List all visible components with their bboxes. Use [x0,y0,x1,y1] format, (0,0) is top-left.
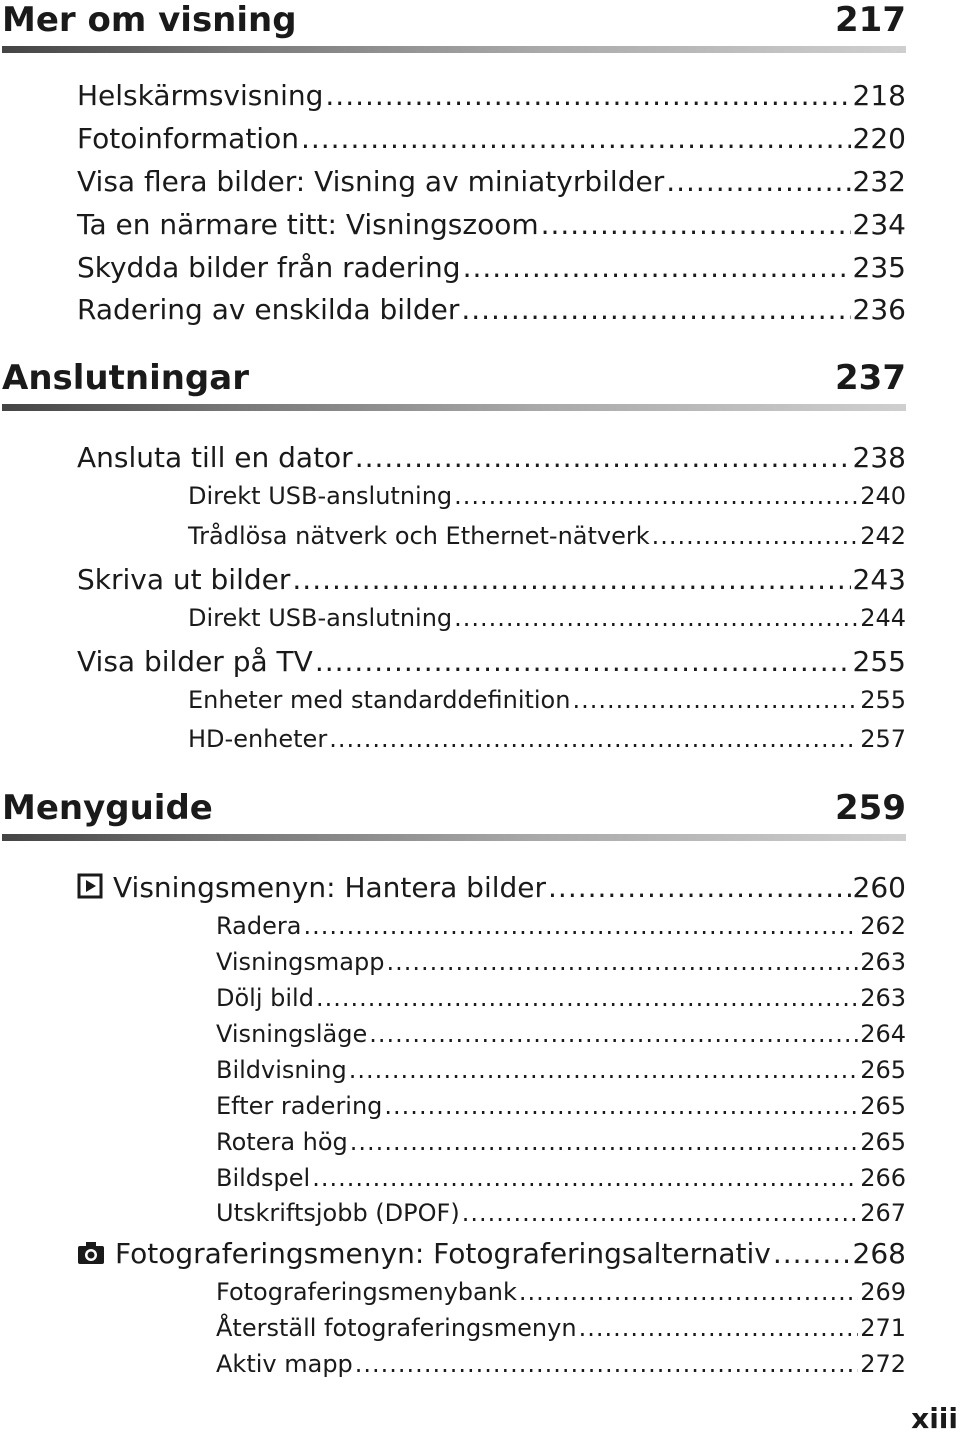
entry-page: 255 [860,686,906,714]
dot-leader [462,1196,859,1230]
dot-leader [329,721,858,757]
chapter-title: Anslutningar [2,358,249,398]
toc-subentry[interactable] [188,721,906,757]
entry-title: Fotograferingsmenybank [216,1278,517,1306]
dot-leader [666,162,850,202]
entry-page: 220 [852,122,906,155]
entry-page: 238 [852,441,906,474]
entry-title: Ansluta till en dator [77,441,353,474]
entry-page: 263 [860,984,906,1012]
chapter-page: 259 [835,788,906,828]
toc-subentry[interactable] [216,1347,906,1381]
dot-leader [652,518,859,554]
dot-leader [355,1347,858,1381]
toc-subentry[interactable] [216,1311,906,1345]
entry-title: Radering av enskilda bilder [77,293,460,326]
toc-subentry[interactable] [188,682,906,718]
entry-title: Återställ fotograferingsmenyn [216,1314,577,1342]
entry-title: Trådlösa nätverk och Ethernet-nätverk [188,522,650,550]
entry-title: Efter radering [216,1092,383,1120]
entry-title: Utskriftsjobb (DPOF) [216,1199,460,1227]
dot-leader [292,560,850,600]
toc-subentry[interactable] [216,1125,906,1159]
toc-entry[interactable] [77,868,906,908]
toc-subentry[interactable] [216,1017,906,1051]
dot-leader [773,1234,851,1274]
entry-page: 267 [860,1199,906,1227]
entry-page: 235 [852,251,906,284]
chapter-rule [2,404,906,411]
entry-page: 264 [860,1020,906,1048]
dot-leader [325,76,850,116]
dot-leader [301,119,851,159]
entry-page: 265 [860,1092,906,1120]
dot-leader [548,868,851,908]
chapter-heading [2,788,906,841]
entry-title: Helskärmsvisning [77,79,324,112]
entry-page: 240 [860,482,906,510]
toc-subentry[interactable] [216,981,906,1015]
dot-leader [369,1017,858,1051]
entry-page: 218 [852,79,906,112]
toc-entry[interactable] [77,560,906,600]
entry-page: 255 [852,645,906,678]
toc-subentry[interactable] [216,1275,906,1309]
dot-leader [454,478,858,514]
dot-leader [541,205,851,245]
toc-entry[interactable] [77,290,906,330]
entry-page: 244 [860,604,906,632]
dot-leader [579,1311,859,1345]
entry-title: Visa bilder på TV [77,645,313,678]
dot-leader [316,981,858,1015]
entry-title: Visningsmenyn: Hantera bilder [113,871,547,904]
camera-icon [77,1236,105,1276]
toc-entry[interactable] [77,162,906,202]
toc-entry[interactable] [77,119,906,159]
entry-page: 271 [860,1314,906,1342]
toc-subentry[interactable] [216,1196,906,1230]
dot-leader [572,682,858,718]
toc-subentry[interactable] [188,518,906,554]
dot-leader [386,945,858,979]
chapter-page: 237 [835,358,906,398]
entry-title: Skydda bilder från radering [77,251,461,284]
entry-title: Visningsmapp [216,948,385,976]
entry-page: 269 [860,1278,906,1306]
entry-title: Direkt USB-anslutning [188,604,453,632]
toc-subentry[interactable] [216,945,906,979]
toc-subentry[interactable] [216,909,906,943]
chapter-rule [2,834,906,841]
entry-title: Bildvisning [216,1056,347,1084]
toc-subentry[interactable] [216,1053,906,1087]
entry-title: Dölj bild [216,984,314,1012]
entry-page: 265 [860,1128,906,1156]
toc-subentry[interactable] [188,478,906,514]
entry-title: Bildspel [216,1164,311,1192]
entry-title: HD-enheter [188,725,328,753]
toc-entry[interactable] [77,642,906,682]
dot-leader [312,1161,858,1195]
entry-title: Fotograferingsmenyn: Fotograferingsalternativ [115,1237,771,1270]
dot-leader [384,1089,858,1123]
entry-page: 232 [852,165,906,198]
entry-page: 262 [860,912,906,940]
entry-page: 265 [860,1056,906,1084]
toc-entry[interactable] [77,76,906,116]
entry-page: 234 [852,208,906,241]
playback-icon [77,870,103,910]
dot-leader [463,248,851,288]
dot-leader [315,642,851,682]
toc-entry[interactable] [77,438,906,478]
chapter-heading [2,358,906,411]
entry-title: Rotera hög [216,1128,348,1156]
entry-page: 242 [860,522,906,550]
toc-entry[interactable] [77,248,906,288]
entry-title: Ta en närmare titt: Visningszoom [77,208,539,241]
chapter-heading [2,0,906,53]
entry-page: 272 [860,1350,906,1378]
dot-leader [519,1275,858,1309]
entry-title: Fotoinformation [77,122,299,155]
dot-leader [355,438,851,478]
entry-title: Radera [216,912,302,940]
chapter-page: 217 [835,0,906,40]
entry-page: 243 [852,563,906,596]
entry-page: 236 [852,293,906,326]
entry-title: Enheter med standarddefinition [188,686,571,714]
entry-page: 266 [860,1164,906,1192]
entry-page: 263 [860,948,906,976]
chapter-title: Mer om visning [2,0,297,40]
dot-leader [303,909,858,943]
toc-entry[interactable] [77,1234,906,1274]
toc-subentry[interactable] [216,1161,906,1195]
entry-page: 268 [852,1237,906,1270]
entry-title: Aktiv mapp [216,1350,353,1378]
dot-leader [461,290,850,330]
entry-title: Visningsläge [216,1020,368,1048]
entry-title: Visa flera bilder: Visning av miniatyrbilder [77,165,665,198]
toc-subentry[interactable] [188,600,906,636]
entry-title: Direkt USB-anslutning [188,482,453,510]
dot-leader [349,1053,858,1087]
entry-page: 257 [860,725,906,753]
toc-entry[interactable] [77,205,906,245]
dot-leader [350,1125,858,1159]
toc-subentry[interactable] [216,1089,906,1123]
page-number: xiii [911,1402,958,1435]
chapter-rule [2,46,906,53]
entry-title: Skriva ut bilder [77,563,291,596]
chapter-title: Menyguide [2,788,213,828]
dot-leader [454,600,858,636]
entry-page: 260 [852,871,906,904]
